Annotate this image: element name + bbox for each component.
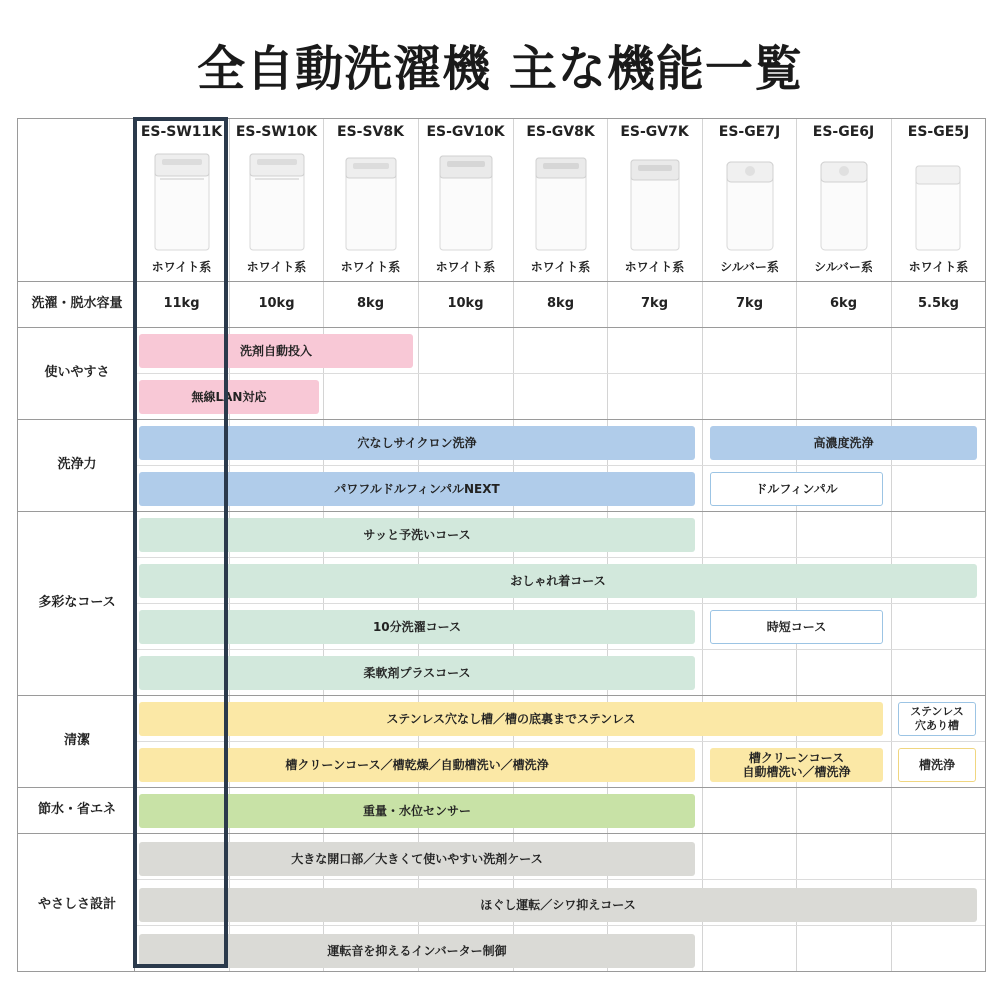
color-label: ホワイト系 bbox=[340, 260, 401, 274]
feature-quiet-inverter: 運転音を抑えるインバーター制御 bbox=[139, 934, 695, 968]
washing-machine-image bbox=[247, 148, 307, 252]
washing-machine-image bbox=[818, 148, 870, 252]
model-name: ES-GE6J bbox=[812, 124, 875, 140]
feature-weight-sensor: 重量・水位センサー bbox=[139, 794, 695, 828]
highlight-column-frame bbox=[133, 117, 228, 968]
feature-softener-course: 柔軟剤プラスコース bbox=[139, 656, 695, 690]
model-name: ES-SW10K bbox=[235, 124, 318, 140]
feature-untangle: ほぐし運転／シワ抑えコース bbox=[139, 888, 977, 922]
feature-tub-clean-full: 槽クリーンコース／槽乾燥／自動槽洗い／槽洗浄 bbox=[139, 748, 695, 782]
washing-machine-image bbox=[437, 148, 495, 252]
color-label: ホワイト系 bbox=[908, 260, 969, 274]
subrow-divider bbox=[134, 741, 985, 742]
color-label: シルバー系 bbox=[720, 260, 779, 274]
subrow-divider bbox=[134, 603, 985, 604]
washing-machine-image bbox=[724, 148, 776, 252]
column-divider bbox=[891, 118, 892, 972]
capacity-value: 11kg bbox=[163, 296, 200, 311]
feature-fashion-course: おしゃれ着コース bbox=[139, 564, 977, 598]
subrow-divider bbox=[134, 373, 985, 374]
subrow-divider bbox=[134, 557, 985, 558]
model-name: ES-GE7J bbox=[718, 124, 781, 140]
capacity-value: 10kg bbox=[258, 296, 295, 311]
capacity-value: 7kg bbox=[641, 296, 668, 311]
page-title: 全自動洗濯機 主な機能一覧 bbox=[197, 41, 803, 97]
color-label: ホワイト系 bbox=[530, 260, 591, 274]
feature-stainless-holes: ステンレス 穴あり槽 bbox=[898, 702, 976, 736]
capacity-value: 8kg bbox=[357, 296, 384, 311]
model-name: ES-GV7K bbox=[620, 124, 689, 140]
subrow-divider bbox=[134, 925, 985, 926]
color-label: シルバー系 bbox=[814, 260, 873, 274]
feature-ten-min-course: 10分洗濯コース bbox=[139, 610, 695, 644]
capacity-value: 10kg bbox=[447, 296, 484, 311]
feature-holeless-cyclone: 穴なしサイクロン洗浄 bbox=[139, 426, 695, 460]
feature-short-course: 時短コース bbox=[710, 610, 883, 644]
row-label-courses: 多彩なコース bbox=[38, 595, 116, 610]
feature-quick-prewash: サッと予洗いコース bbox=[139, 518, 695, 552]
feature-tub-clean-mid: 槽クリーンコース 自動槽洗い／槽洗浄 bbox=[710, 748, 883, 782]
capacity-value: 7kg bbox=[736, 296, 763, 311]
subrow-divider bbox=[134, 465, 985, 466]
feature-wireless-lan: 無線LAN対応 bbox=[139, 380, 319, 414]
color-label: ホワイト系 bbox=[246, 260, 307, 274]
color-label: ホワイト系 bbox=[151, 260, 212, 274]
table-bottom-border bbox=[17, 971, 985, 972]
model-name: ES-GE5J bbox=[907, 124, 970, 140]
row-label-ease: 使いやすさ bbox=[44, 365, 110, 380]
color-label: ホワイト系 bbox=[624, 260, 685, 274]
capacity-value: 6kg bbox=[830, 296, 857, 311]
feature-big-opening: 大きな開口部／大きくて使いやすい洗剤ケース bbox=[139, 842, 695, 876]
model-name: ES-SV8K bbox=[337, 124, 404, 140]
model-name: ES-GV10K bbox=[426, 124, 505, 140]
row-label-cleaning: 洗浄力 bbox=[57, 457, 97, 472]
washing-machine-image bbox=[343, 148, 399, 252]
feature-dolphin-pal: ドルフィンパル bbox=[710, 472, 883, 506]
capacity-value: 5.5kg bbox=[918, 296, 959, 311]
capacity-value: 8kg bbox=[547, 296, 574, 311]
column-divider bbox=[796, 118, 797, 972]
feature-high-concentration: 高濃度洗浄 bbox=[710, 426, 977, 460]
feature-stainless-holeless: ステンレス穴なし槽／槽の底裏までステンレス bbox=[139, 702, 883, 736]
feature-tub-wash: 槽洗浄 bbox=[898, 748, 976, 782]
row-label-gentle: やさしさ設計 bbox=[37, 897, 116, 912]
column-divider bbox=[702, 118, 703, 972]
color-label: ホワイト系 bbox=[435, 260, 496, 274]
table-left-border bbox=[17, 118, 18, 972]
feature-auto-detergent: 洗剤自動投入 bbox=[139, 334, 413, 368]
washing-machine-image bbox=[913, 148, 963, 252]
table-right-border bbox=[985, 118, 986, 972]
subrow-divider bbox=[134, 649, 985, 650]
washing-machine-image bbox=[533, 148, 589, 252]
subrow-divider bbox=[134, 879, 985, 880]
model-name: ES-GV8K bbox=[526, 124, 595, 140]
row-label-hygiene: 清潔 bbox=[63, 733, 90, 748]
model-name: ES-SW11K bbox=[140, 124, 223, 140]
washing-machine-image bbox=[628, 148, 682, 252]
row-label-capacity: 洗濯・脱水容量 bbox=[31, 296, 123, 311]
feature-powerful-dolphin: パワフルドルフィンパルNEXT bbox=[139, 472, 695, 506]
row-label-eco: 節水・省エネ bbox=[37, 802, 116, 817]
